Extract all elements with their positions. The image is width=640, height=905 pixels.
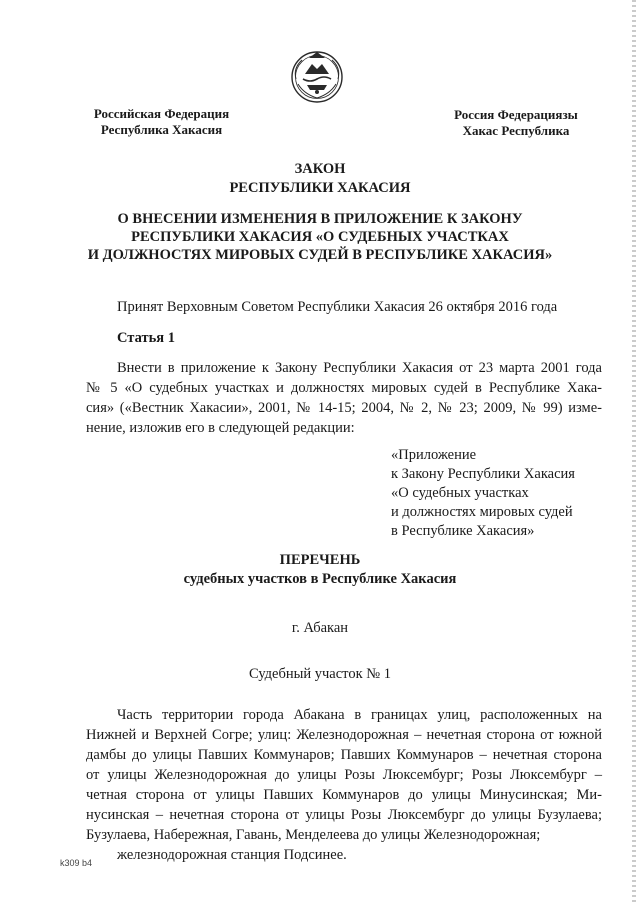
appendix-line-5: в Республике Хакасия»: [391, 523, 535, 539]
article-line-1: Внести в приложение к Закону Республики Хакасия от 23 марта 2001 года: [117, 360, 602, 376]
plot-description: [86, 705, 602, 865]
city-name: г. Абакан: [291, 620, 349, 636]
law-title-line-1: ЗАКОН: [294, 161, 346, 177]
article-title: Статья 1: [117, 330, 175, 346]
plot-line-6: нусинская – нечетная сторона от улицы Розы Люксембург до улицы Бузулаева;: [86, 807, 602, 823]
header-left-line-2: Республика Хакасия: [100, 122, 223, 137]
header-right-line-1: Россия Федерациязы: [454, 107, 578, 122]
header-right-line-2: Хакас Республика: [462, 123, 570, 138]
law-subtitle-line-1: О ВНЕСЕНИИ ИЗМЕНЕНИЯ В ПРИЛОЖЕНИЕ К ЗАКОНУ: [117, 211, 523, 227]
list-heading: [60, 551, 580, 589]
document-code: k309 b4: [60, 858, 93, 868]
law-subtitle-line-3: И ДОЛЖНОСТЯХ МИРОВЫХ СУДЕЙ В РЕСПУБЛИКЕ ХАКАСИЯ»: [87, 247, 553, 263]
list-subtitle: судебных участков в Республике Хакасия: [183, 571, 457, 587]
plot-line-8: железнодорожная станция Подсинее.: [117, 847, 347, 863]
article-line-3: сия» («Вестник Хакасии», 2001, № 14-15; 2004, № 2, № 23; 2009, № 99) изме-: [86, 400, 602, 416]
plot-line-3: дамбы до улицы Павших Коммунаров; Павших Коммунаров – нечетная сторона: [86, 747, 602, 763]
appendix-line-2: к Закону Республики Хакасия: [391, 466, 575, 482]
list-title: ПЕРЕЧЕНЬ: [279, 552, 361, 568]
plot-line-4: от улицы Железнодорожная до улицы Розы Люксембург; Розы Люксембург –: [86, 767, 602, 783]
header-left: [84, 106, 239, 138]
plot-line-5: четная сторона от улицы Павших Коммунаров до улицы Минусинская; Ми-: [86, 787, 602, 803]
appendix-line-1: «Приложение: [391, 447, 477, 463]
article-line-2: № 5 «О судебных участках и должностях мировых судей в Республике Хака-: [86, 380, 602, 396]
law-subtitle-line-2: РЕСПУБЛИКИ ХАКАСИЯ «О СУДЕБНЫХ УЧАСТКАХ: [131, 229, 509, 245]
plot-line-7: Бузулаева, Набережная, Гавань, Менделеева до улицы Железнодорожная;: [86, 827, 541, 843]
plot-title: Судебный участок № 1: [249, 666, 391, 682]
plot-line-1: Часть территории города Абакана в границах улиц, расположенных на: [117, 707, 602, 723]
law-subtitle: [60, 210, 580, 264]
header-left-line-1: Российская Федерация: [93, 106, 230, 121]
appendix-line-4: и должностях мировых судей: [391, 504, 573, 520]
adoption-note: Принят Верховным Советом Республики Хакасия 26 октября 2016 года: [117, 299, 558, 315]
appendix-line-3: «О судебных участках: [391, 485, 529, 501]
article-line-4: нение, изложив его в следующей редакции:: [86, 420, 355, 436]
scan-edge: [632, 0, 636, 905]
appendix-reference: [391, 446, 611, 541]
header-right: [436, 107, 596, 139]
article-text: [86, 358, 602, 438]
coat-of-arms-emblem: [290, 48, 344, 104]
law-title-line-2: РЕСПУБЛИКИ ХАКАСИЯ: [229, 180, 411, 196]
plot-line-2: Нижней и Верхней Согре; улиц: Железнодорожная – нечетная сторона от южной: [86, 727, 602, 743]
law-title: [60, 160, 580, 198]
